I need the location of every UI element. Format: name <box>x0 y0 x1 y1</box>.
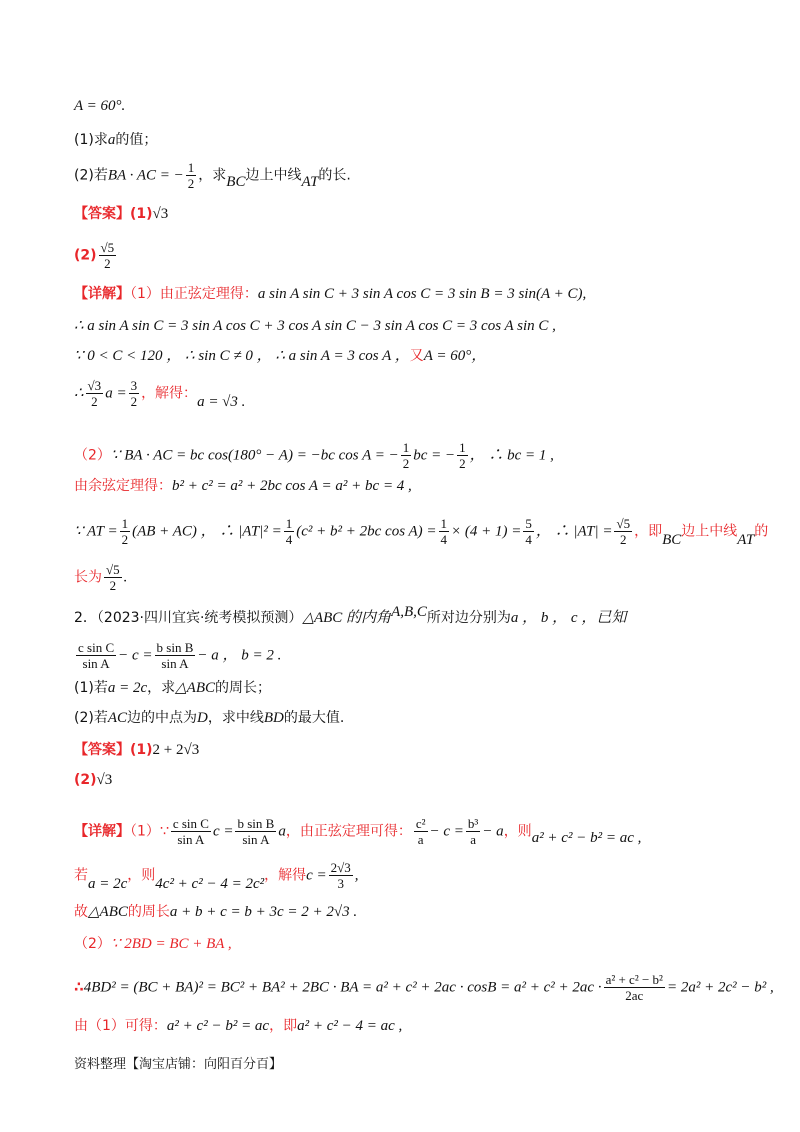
frac-den: 2 <box>620 532 627 547</box>
detail-text: （2） <box>74 447 111 464</box>
detail-expr: a² + c² − b² = ac , <box>531 829 642 846</box>
detail-text: （1）由正弦定理得： <box>130 286 258 302</box>
frac-num: b sin B <box>156 640 194 655</box>
fraction <box>457 440 468 471</box>
detail-expr: BC <box>662 531 682 548</box>
problem-expr: − c = <box>118 647 153 664</box>
detail-text: ，由正弦定理可得： <box>285 823 412 840</box>
detail-expr: − a <box>482 823 504 840</box>
fraction <box>284 516 295 547</box>
answer-1 <box>74 204 168 224</box>
frac-num: c² <box>415 816 426 831</box>
problem-expr: − a ， b = 2 . <box>197 647 282 664</box>
detail-expr: c = <box>212 823 234 840</box>
fraction <box>401 440 412 471</box>
detail-line-3 <box>74 346 486 366</box>
frac-num: √5 <box>106 562 120 577</box>
fraction <box>76 640 116 671</box>
problem-text: 所对边分别为 <box>426 610 511 626</box>
frac-den: 4 <box>440 532 448 547</box>
detail-label: 【详解】 <box>74 286 130 302</box>
detail-expr: . <box>123 569 128 586</box>
frac-num: b sin B <box>237 816 275 831</box>
detail-text: ，解得 <box>264 867 307 884</box>
detail-line-1 <box>74 284 586 304</box>
detail-expr: a² + c² − b² = ac <box>166 1018 270 1034</box>
detail-expr: a = <box>105 385 127 402</box>
frac-num: 1 <box>440 516 448 531</box>
q2-prefix: (2)若 <box>74 167 108 184</box>
detail-expr: ∵ 0 < C < 120 ， ∴ sin C ≠ 0 ， ∴ a sin A = 3 cos A ， <box>74 348 410 364</box>
frac-den: a <box>417 832 424 847</box>
detail-line-2 <box>74 316 556 336</box>
frac-den: 2 <box>187 176 195 191</box>
frac-num: a² + c² − b² <box>605 972 663 987</box>
question-2 <box>74 160 351 191</box>
frac-den: 4 <box>285 532 293 547</box>
frac-num: √3 <box>87 378 102 393</box>
detail-expr: ∵ 2BD = BC + BA , <box>110 936 232 952</box>
detail-text: ，则 <box>503 823 532 840</box>
part-expr: a = 2c <box>107 680 148 696</box>
fraction <box>171 816 211 847</box>
frac-den: sin A <box>177 832 205 847</box>
frac-num: √5 <box>616 516 631 531</box>
detail-expr: a² + c² − 4 = ac , <box>297 1018 403 1034</box>
problem-2-part-2 <box>74 708 344 728</box>
q1-var: a <box>107 132 116 148</box>
frac-num: c sin C <box>78 640 115 655</box>
detail-text: 若 <box>74 867 88 884</box>
detail-expr: c = <box>306 867 327 884</box>
detail-expr: ， ∴ |AT| = <box>535 523 613 540</box>
part-expr: D <box>197 710 208 726</box>
fraction <box>439 516 450 547</box>
detail-line-6 <box>74 476 412 496</box>
detail-2-line-4 <box>74 934 232 954</box>
detail-text: ，解得： <box>141 385 198 402</box>
detail-text: 的 <box>754 523 769 540</box>
fraction <box>120 516 131 547</box>
therefore-symbol: ∴ <box>74 979 84 996</box>
detail-expr: ∵ BA · AC = bc cos(180° − A) = −bc cos A = − <box>110 447 399 464</box>
fraction <box>604 972 665 1003</box>
therefore-symbol: ∴ <box>74 385 84 402</box>
detail-text: 长为 <box>74 569 102 586</box>
frac-den: 2 <box>130 394 138 409</box>
part-text: ，求中线 <box>207 710 264 726</box>
detail-expr: bc = − <box>413 447 456 464</box>
frac-den: sin A <box>161 656 189 671</box>
frac-den: 2 <box>91 394 98 409</box>
frac-num: 5 <box>525 516 532 531</box>
answer-index: (2) <box>74 247 97 264</box>
answer-label: 【答案】 <box>74 742 130 758</box>
answer-index: (2) <box>74 772 97 788</box>
detail-text: （2） <box>74 936 111 952</box>
problem-2-condition <box>74 640 281 671</box>
detail-expr: − c = <box>429 823 464 840</box>
fraction <box>414 816 428 847</box>
fraction <box>614 516 632 547</box>
answer-3 <box>74 740 199 760</box>
answer-index: (1) <box>130 206 153 222</box>
detail-2-line-6 <box>74 1016 402 1036</box>
detail-expr: ∴ a sin A sin C = 3 sin A cos C + 3 cos A sin C − 3 sin A cos C = 3 cos A sin C , <box>74 318 556 334</box>
frac-den: sin A <box>242 832 270 847</box>
question-1 <box>74 130 157 150</box>
detail-text: 的周长 <box>127 904 170 920</box>
detail-expr: ， ∴ bc = 1 , <box>469 447 554 464</box>
detail-expr: (AB + AC) ， ∴ |AT|² = <box>132 523 282 540</box>
detail-expr: (c² + b² + 2bc cos A) = <box>296 523 437 540</box>
fraction <box>104 562 122 593</box>
fraction <box>155 640 196 671</box>
frac-den: 2 <box>459 456 466 471</box>
q2-suffix: 的长. <box>318 167 351 184</box>
q2-at: AT <box>301 173 319 190</box>
answer-expr: 2 + 2√3 <box>152 742 200 758</box>
answer-expr: √3 <box>96 772 113 788</box>
part-prefix: (2)若 <box>74 710 108 726</box>
fraction <box>129 378 140 409</box>
part-text: 边的中点为 <box>127 710 198 726</box>
problem-2-part-1 <box>74 678 271 698</box>
detail-text: 故 <box>74 904 88 920</box>
detail-expr: ∵ AT = <box>74 523 118 540</box>
frac-den: 4 <box>525 532 532 547</box>
detail-expr: 4BD² = (BC + BA)² = BC² + BA² + 2BC · BA = a² + c² + 2ac · cosB = a² + c² + 2ac · <box>83 979 602 996</box>
answer-label: 【答案】 <box>74 206 130 222</box>
answer-4 <box>74 770 112 790</box>
detail-expr: a = 2c <box>88 875 128 892</box>
detail-text: 由余弦定理得： <box>74 478 172 494</box>
detail-expr: a = √3 . <box>197 393 246 410</box>
part-prefix: (1)若 <box>74 680 108 696</box>
frac-den: 2ac <box>625 988 644 1003</box>
answer-expr: √3 <box>152 206 169 222</box>
detail-label: 【详解】 <box>74 823 130 840</box>
detail-text: 又 <box>409 348 424 364</box>
detail-text: （1）∵ <box>130 823 169 840</box>
detail-2-line-3 <box>74 902 357 922</box>
detail-line-5 <box>74 440 554 471</box>
detail-expr: a <box>278 823 286 840</box>
detail-expr: △ABC <box>88 904 128 920</box>
frac-den: 2 <box>402 456 410 471</box>
fraction <box>235 816 276 847</box>
problem-expr: a ， b ， c ，已知 <box>510 610 627 626</box>
frac-den: 2 <box>121 532 129 547</box>
detail-line-7 <box>74 516 768 547</box>
problem-expr: A,B,C <box>391 604 427 620</box>
detail-expr: AT <box>737 531 755 548</box>
q1-suffix: 的值； <box>115 132 158 148</box>
frac-den: 3 <box>337 876 344 891</box>
detail-expr: A = 60°， <box>423 348 487 364</box>
frac-num: 1 <box>459 440 466 455</box>
q2-expr: BA · AC = − <box>107 167 184 184</box>
detail-expr: 4c² + c² − 4 = 2c² <box>155 875 265 892</box>
q2-text: 边上中线 <box>245 167 302 184</box>
answer-fraction <box>99 240 117 271</box>
angle-condition: A = 60°. <box>74 98 126 114</box>
detail-expr: b² + c² = a² + 2bc cos A = a² + bc = 4 , <box>172 478 412 494</box>
frac-num: 2√3 <box>330 860 351 875</box>
fraction <box>329 860 353 891</box>
detail-text: 边上中线 <box>681 523 738 540</box>
problem-source: 2．（2023·四川宜宾·统考模拟预测） <box>74 610 303 626</box>
detail-text: ，则 <box>127 867 156 884</box>
frac-den: sin A <box>82 656 110 671</box>
frac-den: 2 <box>104 256 111 271</box>
frac-den: 2 <box>109 578 117 593</box>
part-expr: △ABC <box>175 680 215 696</box>
part-text: ，求 <box>147 680 176 696</box>
frac-num: √5 <box>100 240 115 255</box>
detail-line-4 <box>74 378 245 409</box>
fraction <box>86 378 104 409</box>
q2-bc: BC <box>226 173 246 190</box>
frac-num: 1 <box>402 440 410 455</box>
frac-den: a <box>470 832 476 847</box>
detail-line-8 <box>74 562 127 593</box>
problem-2-header <box>74 604 627 628</box>
detail-expr: a + b + c = b + 3c = 2 + 2√3 . <box>169 904 358 920</box>
detail-expr: a sin A sin C + 3 sin A cos C = 3 sin B = 3 sin(A + C), <box>257 286 587 302</box>
problem-expr: △ABC 的内角 <box>302 610 392 626</box>
answer-2 <box>74 240 118 271</box>
part-text: 的最大值. <box>283 710 345 726</box>
detail-text: 由（1）可得： <box>74 1018 167 1034</box>
detail-expr: , <box>354 867 359 884</box>
frac-num: 1 <box>285 516 293 531</box>
part-expr: AC <box>107 710 128 726</box>
part-text: 的周长； <box>215 680 271 696</box>
frac-num: b³ <box>467 816 479 831</box>
q2-mid: ，求 <box>198 167 227 184</box>
fraction <box>523 516 534 547</box>
detail-2-line-1 <box>74 816 641 847</box>
detail-text: ，即 <box>269 1018 298 1034</box>
footer-credit: 资料整理【淘宝店铺：向阳百分百】 <box>74 1057 283 1072</box>
frac-num: c sin C <box>172 816 209 831</box>
detail-text: ，即 <box>634 523 663 540</box>
condition-line <box>74 96 125 116</box>
answer-index: (1) <box>130 742 153 758</box>
q2-fraction <box>186 160 197 191</box>
q1-prefix: (1)求 <box>74 132 108 148</box>
detail-2-line-5 <box>74 972 774 1003</box>
fraction <box>466 816 480 847</box>
frac-num: 1 <box>121 516 129 531</box>
detail-expr: × (4 + 1) = <box>451 523 522 540</box>
part-expr: BD <box>263 710 284 726</box>
detail-2-line-2 <box>74 860 359 891</box>
frac-num: 3 <box>130 378 138 393</box>
frac-num: 1 <box>187 160 195 175</box>
detail-expr: = 2a² + 2c² − b² , <box>666 979 774 996</box>
